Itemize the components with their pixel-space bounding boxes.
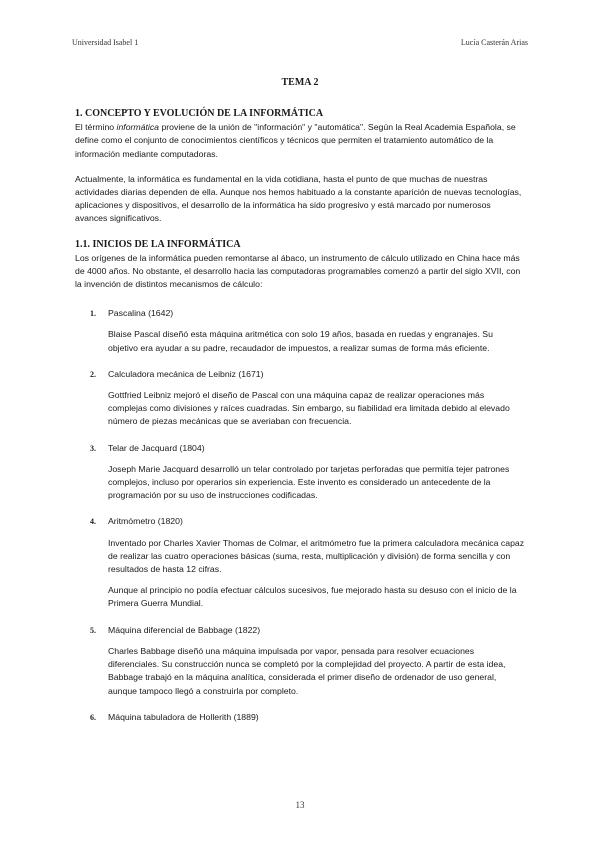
list-item: [75, 307, 525, 355]
list-item: [75, 442, 525, 503]
paragraph: [75, 121, 525, 161]
paragraph: Los orígenes de la informática pueden remontarse al ábaco, un instrumento de cálculo utilizado en China hace más de 4000 años. No obstante, el desarrollo hacia las computadoras programables comenzó a partir del siglo XVII, con la invención de distintos mecanismos de cálculo:: [75, 252, 521, 290]
header-institution: Universidad Isabel 1: [72, 38, 139, 47]
list-item-number: 3.: [90, 443, 96, 453]
list-item-number: 1.: [90, 309, 96, 319]
list-item-number: 6.: [90, 712, 96, 722]
subsection-heading: 1.1. INICIOS DE LA INFORMÁTICA: [75, 238, 241, 250]
list-item-title: Máquina tabuladora de Hollerith (1889): [108, 711, 259, 722]
list-item-number: 4.: [90, 517, 96, 527]
list-item-title: Calculadora mecánica de Leibniz (1671): [108, 368, 264, 379]
list-item-title: Pascalina (1642): [108, 308, 174, 319]
list-item-number: 5.: [90, 625, 96, 635]
page-content: [75, 72, 525, 737]
list-item-body: Charles Babbage diseñó una máquina impulsada por vapor, pensada para resolver ecuaciones diferenciales. Su construcción nunca se completó por la complejidad del proyecto. A partir de esta idea, Babbage trabajó en la máquina analítica, considerada el primer diseño de ordenador de uso general, aunque tampoco llegó a construirla por completo.: [108, 645, 506, 696]
list-item-body: Gottfried Leibniz mejoró el diseño de Pascal con una máquina capaz de realizar operaciones más complejas como divisiones y raíces cuadradas. Sin embargo, su fiabilidad era limitada debido al elevado número de piezas mecánicas que se averiaban con frecuencia.: [108, 390, 510, 427]
paragraph: Actualmente, la informática es fundamental en la vida cotidiana, hasta el punto de que muchas de nuestras actividades diarias dependen de ella. Aunque nos hemos habituado a la constante aparición de nuevas tecnologías, aplicaciones y dispositivos, el desarrollo de la informática ha sido progresivo y está marcado por numerosos avances significativos.: [75, 173, 522, 224]
list-item: [75, 711, 525, 724]
list-item-title: Aritmómetro (1820): [108, 516, 183, 527]
page-number: 13: [295, 800, 305, 810]
paragraph-text: proviene de la unión de "información" y "automática". Según la Real Academia Española, se define como el conjunto de conocimientos científicos y técnicos que permiten el tratamiento automático de la información mediante computadoras.: [75, 122, 516, 159]
page-title: TEMA 2: [281, 77, 319, 88]
list-item: [75, 368, 525, 429]
list-item-body: Blaise Pascal diseñó esta máquina aritmética con solo 19 años, basada en ruedas y engranajes. Su objetivo era ayudar a su padre, recaudador de impuestos, a realizar sumas de forma más eficiente.: [108, 329, 493, 353]
list-item: [75, 515, 525, 610]
list-item-number: 2.: [90, 369, 96, 379]
section-heading: 1. CONCEPTO Y EVOLUCIÓN DE LA INFORMÁTICA: [75, 108, 324, 120]
emphasized-term: informática: [116, 122, 160, 133]
list-item: [75, 624, 525, 698]
list-item-body: Inventado por Charles Xavier Thomas de Colmar, el aritmómetro fue la primera calculadora mecánica capaz de realizar las cuatro operaciones básicas (suma, resta, multiplicación y división) de forma sencilla y con resultados de hasta 12 cifras.: [108, 537, 525, 575]
list-item-title: Telar de Jacquard (1804): [108, 442, 205, 453]
list-item-title: Máquina diferencial de Babbage (1822): [108, 624, 261, 635]
paragraph-text: El término: [75, 122, 117, 133]
list-item-body: Joseph Marie Jacquard desarrolló un telar controlado por tarjetas perforadas que permitía tejer patrones complejos, incluso por operarios sin experiencia. Este invento es considerado un antecedente de la programación por su uso de instrucciones codificadas.: [108, 463, 510, 501]
header-author: Lucía Casterán Arias: [460, 38, 528, 47]
list-item-body: Aunque al principio no podía efectuar cálculos sucesivos, fue mejorado hasta su desuso con el inicio de la Primera Guerra Mundial.: [108, 585, 517, 609]
